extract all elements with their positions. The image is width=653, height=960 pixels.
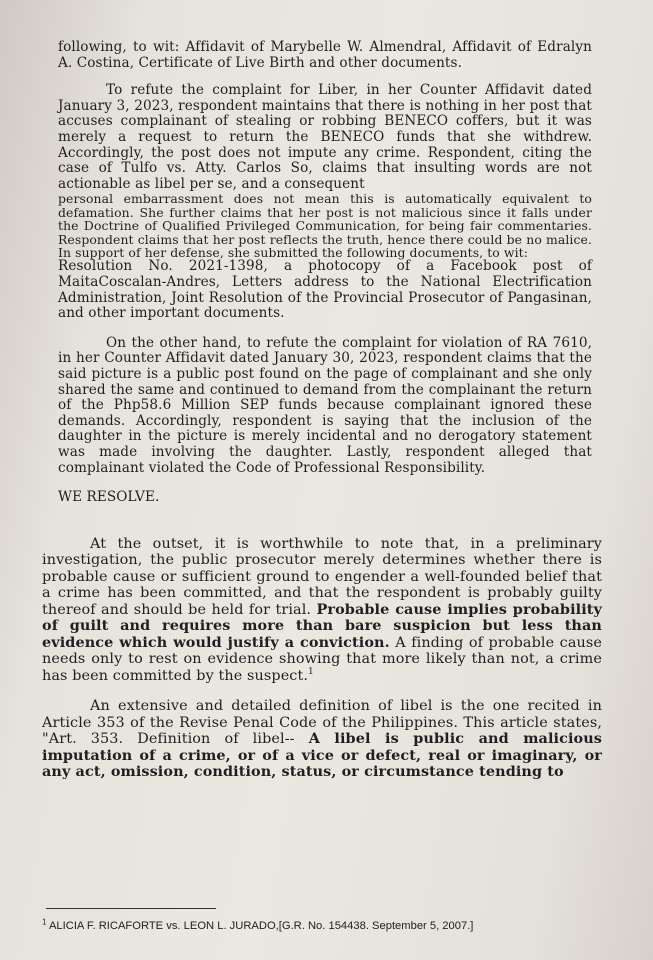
paragraph-libel-counter-affidavit-small: [58, 192, 592, 259]
document-body: [42, 39, 603, 793]
paragraph-libel-documents: [58, 259, 592, 321]
we-resolve-heading: WE RESOLVE.: [58, 489, 160, 506]
footnote: [42, 917, 612, 932]
footnote-marker: 1: [42, 917, 47, 927]
paragraph-text: personal embarrassment does not mean this is automatically equivalent to defamation. She further claims that her post is not malicious since it falls under the Doctrine of Qualified Privileged Communication, for being fair commentaries. Respondent claims that her post reflects the truth, hence there could be no malice. In support of her defense, she submitted the following documents, to wit:: [58, 191, 592, 260]
paragraph-probable-cause: [42, 536, 602, 685]
footnote-text: ALICIA F. RICAFORTE vs. LEON L. JURADO,[G.R. No. 154438. September 5, 2007.]: [48, 920, 474, 932]
paragraph-text: At the outset, it is worthwhile to note that, in a preliminary investigation, the public prosecutor merely determines whether there is probable cause or sufficient ground to engender a well-founded belief that a crime has been committed, and that the respondent is probably guilty thereof and should be held for trial.: [42, 535, 602, 618]
paragraph-libel-definition: [42, 698, 602, 781]
footnote-reference[interactable]: 1: [308, 666, 314, 677]
paragraph-ra7610-counter-affidavit: On the other hand, to refute the complaint for violation of RA 7610, in her Counter Affidavit dated January 30, 2023, respondent claims that the said picture is a public post found on the page of complainant and she only shared the same and continued to demand from the complainant the return of the Php58.6 Million SEP funds because complainant ignored these demands. Accordingly, respondent is saying that the inclusion of the daughter in the picture is merely incidental and no derogatory statement was made involving the daughter. Lastly, respondent alleged that complainant violated the Code of Professional Responsibility.: [58, 334, 592, 476]
paragraph-text: To refute the complaint for Liber, in her Counter Affidavit dated January 3, 2023, respondent maintains that there is nothing in her post that accuses complainant of stealing or robbing BENECO coffers, but it was merely a request to return the BENECO funds that she withdrew. Accordingly, the post does not impute any crime. Respondent, citing the case of Tulfo vs. Atty. Carlos So, claims that insulting words are not actionable as libel per se, and a consequent: [58, 82, 592, 192]
lower-section: [42, 536, 602, 781]
paragraph-libel-counter-affidavit: [58, 83, 592, 192]
paragraph-text: An extensive and detailed definition of libel is the one recited in Article 353 of the Revise Penal Code of the Philippines. This article states, "Art. 353. Definition of libel--: [42, 698, 602, 748]
footnote-divider: [46, 908, 216, 909]
paragraph-text: A finding of probable cause needs only to rest on evidence showing that more likely than not, a crime has been committed by the suspect.: [42, 634, 602, 684]
paragraph-continuation: following, to wit: Affidavit of Marybelle W. Almendral, Affidavit of Edralyn A. Costina, Certificate of Live Birth and other documents.: [58, 39, 592, 71]
paragraph-text: Resolution No. 2021-1398, a photocopy of a Facebook post of MaitaCoscalan-Andres, Letters address to the National Electrification Administration, Joint Resolution of the Provincial Prosecutor of Pangasinan, and other important documents.: [58, 258, 592, 322]
paragraph-bold-text: Probable cause implies probability of guilt and requires more than bare suspicion but less than evidence which would justify a conviction.: [42, 600, 603, 651]
paragraph-bold-text: A libel is public and malicious imputation of a crime, or of a vice or defect, real or imaginary, or any act, omission, condition, status, or circumstance tending to: [42, 730, 602, 781]
